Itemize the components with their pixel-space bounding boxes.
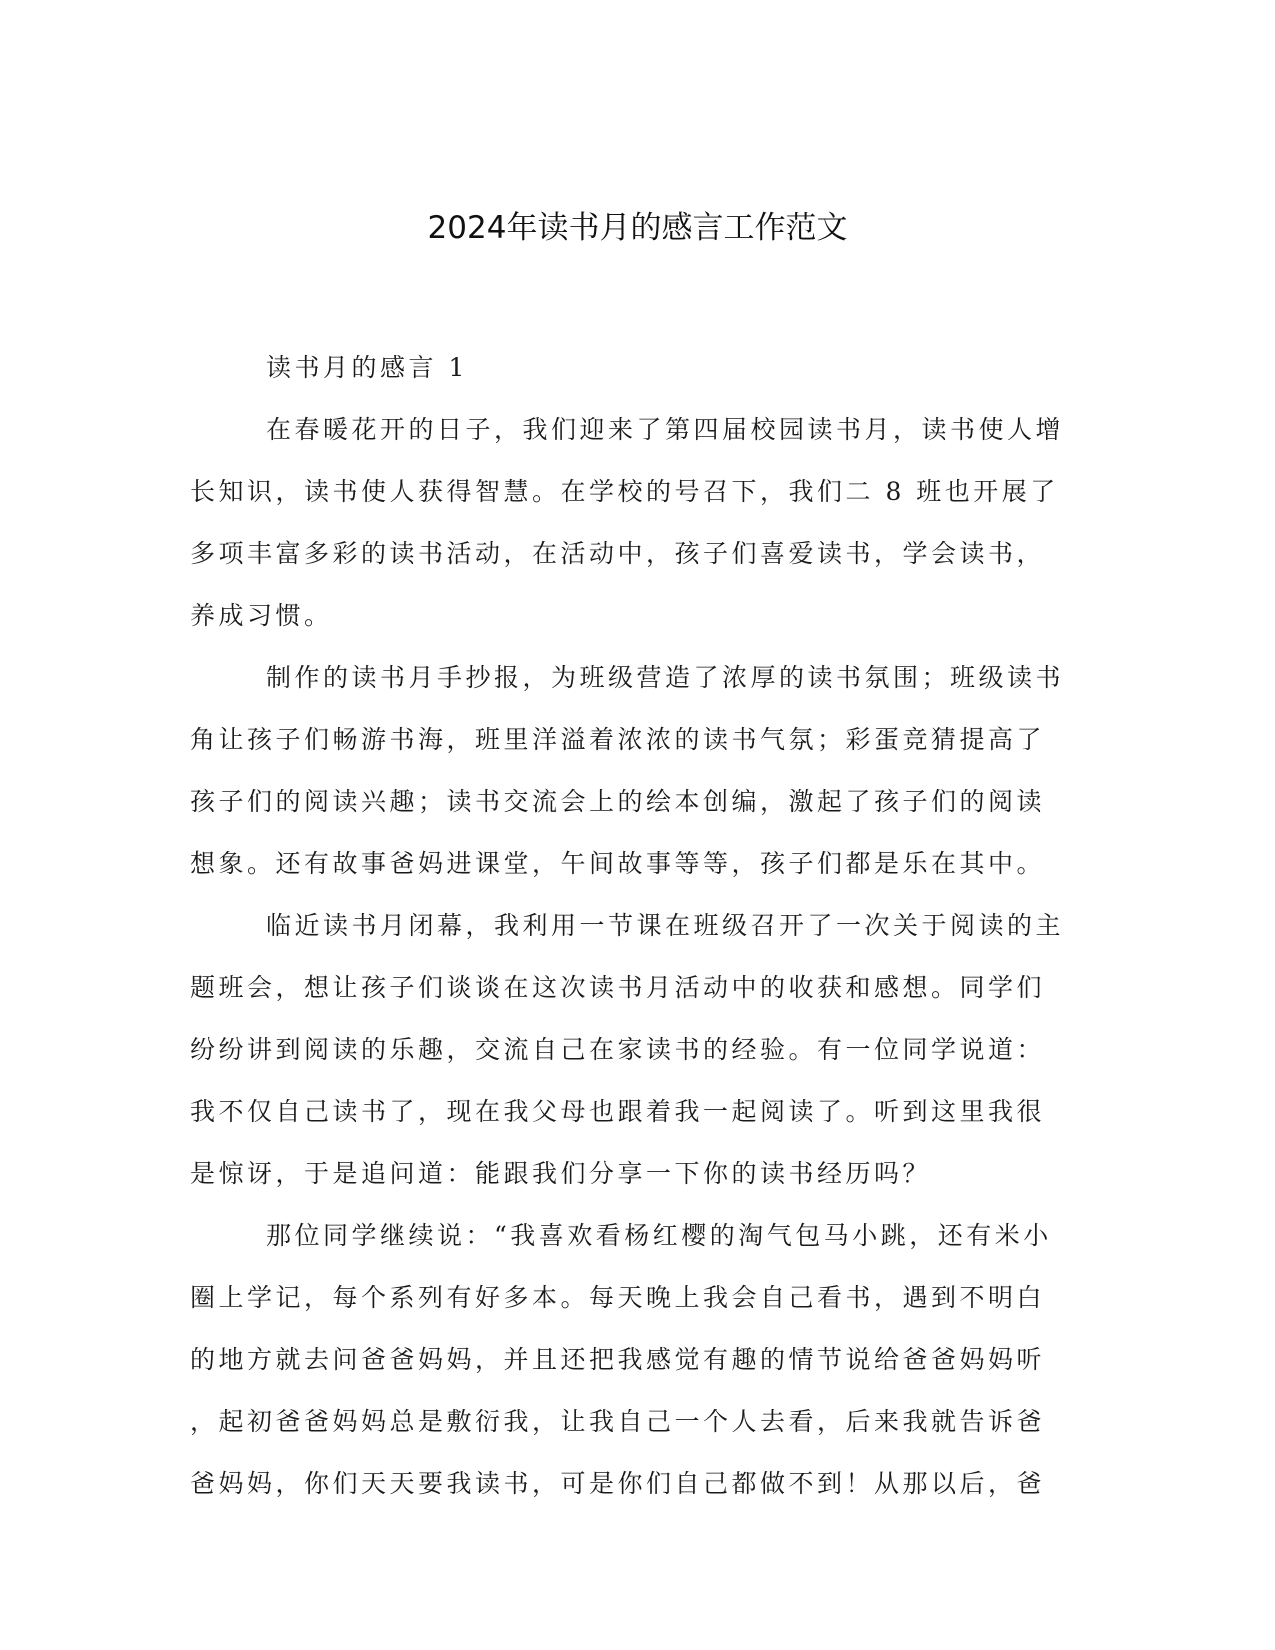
text-line: 纷纷讲到阅读的乐趣，交流自己在家读书的经验。有一位同学说道： [190, 1035, 1046, 1064]
text-line: 圈上学记，每个系列有好多本。每天晚上我会自己看书，遇到不明白 [190, 1283, 1046, 1312]
text-line: 我不仅自己读书了，现在我父母也跟着我一起阅读了。听到这里我很 [190, 1097, 1046, 1126]
text-line: 想象。还有故事爸妈进课堂，午间故事等等，孩子们都是乐在其中。 [190, 849, 1046, 878]
text-line: 多项丰富多彩的读书活动，在活动中，孩子们喜爱读书，学会读书， [190, 539, 1046, 568]
text-line: 爸妈妈，你们天天要我读书，可是你们自己都做不到！从那以后，爸 [190, 1469, 1046, 1498]
document-body [190, 337, 1080, 1515]
text-line: 题班会，想让孩子们谈谈在这次读书月活动中的收获和感想。同学们 [190, 973, 1046, 1002]
document-title: 2024年读书月的感言工作范文 [427, 210, 848, 246]
text-line: 在春暖花开的日子，我们迎来了第四届校园读书月，读书使人增 [266, 415, 1065, 444]
text-line: 孩子们的阅读兴趣；读书交流会上的绘本创编，激起了孩子们的阅读 [190, 787, 1046, 816]
text-line: 养成习惯。 [190, 601, 333, 630]
text-line: ，起初爸爸妈妈总是敷衍我，让我自己一个人去看，后来我就告诉爸 [190, 1407, 1046, 1436]
text-line: 长知识，读书使人获得智慧。在学校的号召下，我们二 8 班也开展了 [190, 477, 1059, 506]
text-line: 那位同学继续说：“我喜欢看杨红樱的淘气包马小跳，还有米小 [266, 1221, 1052, 1250]
text-line: 的地方就去问爸爸妈妈，并且还把我感觉有趣的情节说给爸爸妈妈听 [190, 1345, 1046, 1374]
section-heading: 读书月的感言 1 [266, 353, 468, 382]
text-line: 是惊讶，于是追问道：能跟我们分享一下你的读书经历吗？ [190, 1159, 932, 1188]
text-line: 角让孩子们畅游书海，班里洋溢着浓浓的读书气氛；彩蛋竞猜提高了 [190, 725, 1046, 754]
text-line: 临近读书月闭幕，我利用一节课在班级召开了一次关于阅读的主 [266, 911, 1065, 940]
text-line: 制作的读书月手抄报，为班级营造了浓厚的读书氛围；班级读书 [266, 663, 1065, 692]
